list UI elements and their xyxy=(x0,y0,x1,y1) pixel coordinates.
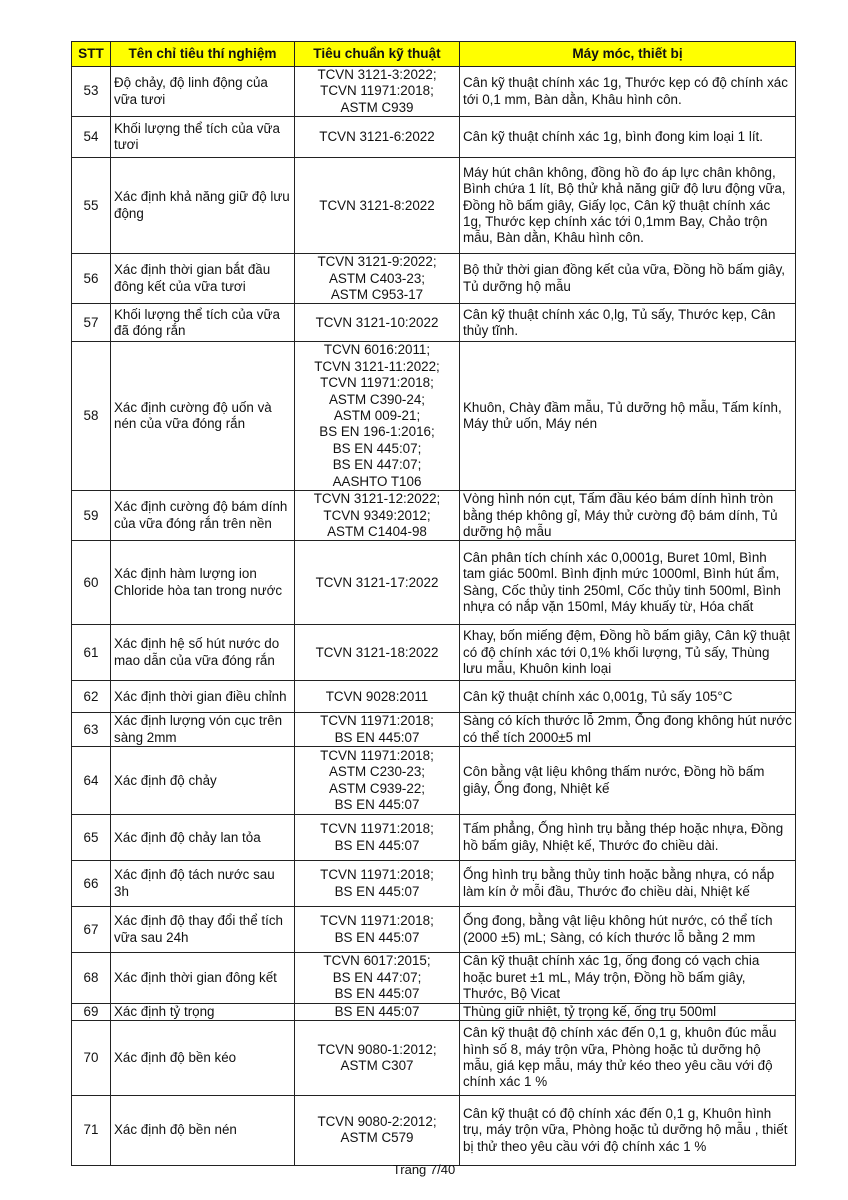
table-row xyxy=(72,861,796,907)
standard-code: TCVN 3121-17:2022 xyxy=(315,574,439,590)
row-technical-standards xyxy=(295,815,460,861)
standard-code: TCVN 11971:2018; xyxy=(320,821,434,837)
row-technical-standards xyxy=(295,747,460,815)
row-stt: 64 xyxy=(72,747,111,815)
standard-code: BS EN 445:07 xyxy=(334,1003,420,1019)
standard-code: TCVN 3121-9:2022; xyxy=(317,254,437,270)
row-test-name: Xác định cường độ bám dính của vữa đóng rắn trên nền xyxy=(111,491,295,541)
standard-code: BS EN 196-1:2016; xyxy=(319,424,435,440)
table-row xyxy=(72,625,796,681)
standard-code: ASTM C390-24; xyxy=(328,391,425,407)
standard-code: TCVN 9080-2:2012; xyxy=(317,1114,437,1130)
standard-code: BS EN 445:07 xyxy=(334,837,420,853)
header-equipment: Máy móc, thiết bị xyxy=(460,42,796,67)
row-stt: 55 xyxy=(72,158,111,254)
row-stt: 71 xyxy=(72,1095,111,1165)
row-equipment: Khay, bốn miếng đệm, Đồng hồ bấm giây, Cân kỹ thuật có độ chính xác tới 0,1% khối lượng, Tủ sấy, Thùng lưu mẫu, Khuôn kinh loại xyxy=(460,625,796,681)
standard-code: TCVN 3121-10:2022 xyxy=(315,314,439,330)
row-test-name: Xác định độ chảy xyxy=(111,747,295,815)
row-equipment: Cân kỹ thuật chính xác 0,001g, Tủ sấy 105°C xyxy=(460,681,796,713)
table-row xyxy=(72,158,796,254)
row-equipment: Cân kỹ thuật chính xác 1g, bình đong kim loại 1 lít. xyxy=(460,117,796,158)
row-stt: 57 xyxy=(72,304,111,342)
row-test-name: Xác định độ bền nén xyxy=(111,1095,295,1165)
standard-code: ASTM C939 xyxy=(340,99,414,115)
row-technical-standards xyxy=(295,67,460,117)
standard-code: TCVN 3121-8:2022 xyxy=(319,197,435,213)
row-test-name: Xác định độ tách nước sau 3h xyxy=(111,861,295,907)
row-equipment: Cân kỹ thuật độ chính xác đến 0,1 g, khuôn đúc mẫu hình số 8, máy trộn vữa, Phòng hoặc tủ dưỡng hộ mẫu, giá kẹp mẫu, máy thử kéo theo yêu cầu với độ chính xác 1 % xyxy=(460,1020,796,1095)
row-technical-standards xyxy=(295,158,460,254)
standard-code: TCVN 9080-1:2012; xyxy=(317,1041,437,1057)
row-test-name: Xác định tỷ trọng xyxy=(111,1003,295,1020)
row-equipment: Ống hình trụ bằng thủy tinh hoặc bằng nhựa, có nắp làm kín ở mỗi đầu, Thước đo chiều dài, Nhiệt kế xyxy=(460,861,796,907)
row-technical-standards xyxy=(295,541,460,625)
table-row xyxy=(72,1003,796,1020)
standard-code: ASTM C403-23; xyxy=(328,270,425,286)
row-test-name: Khối lượng thể tích của vữa đã đóng rắn xyxy=(111,304,295,342)
standard-code: TCVN 3121-11:2022; xyxy=(314,358,440,374)
row-equipment: Máy hút chân không, đồng hồ đo áp lực chân không, Bình chứa 1 lít, Bộ thử khả năng giữ độ lưu động vữa, Đồng hồ bấm giây, Giấy lọc, Cân kỹ thuật chính xác 1g, Thước kẹp chính xác tới 0,1mm Bay, Chảo trộn mẫu, Bàn dằn, Khâu hình côn. xyxy=(460,158,796,254)
row-test-name: Xác định độ bền kéo xyxy=(111,1020,295,1095)
row-stt: 70 xyxy=(72,1020,111,1095)
row-stt: 68 xyxy=(72,953,111,1003)
row-test-name: Xác định hàm lượng ion Chloride hòa tan trong nước xyxy=(111,541,295,625)
row-stt: 53 xyxy=(72,67,111,117)
row-equipment: Cân phân tích chính xác 0,0001g, Buret 10ml, Bình tam giác 500ml. Bình định mức 1000ml, Bình hút ẩm, Sàng, Cốc thủy tinh 250ml, Cốc thủy tinh 500ml, Bình nhựa có nắp vặn 150ml, Máy khuấy từ, Hóa chất xyxy=(460,541,796,625)
row-technical-standards xyxy=(295,861,460,907)
row-stt: 63 xyxy=(72,713,111,747)
table-row xyxy=(72,747,796,815)
row-stt: 62 xyxy=(72,681,111,713)
row-test-name: Xác định thời gian đông kết xyxy=(111,953,295,1003)
row-test-name: Xác định thời gian điều chỉnh xyxy=(111,681,295,713)
row-test-name: Xác định độ chảy lan tỏa xyxy=(111,815,295,861)
table-row xyxy=(72,1095,796,1165)
table-row xyxy=(72,815,796,861)
row-equipment: Tấm phẳng, Ống hình trụ bằng thép hoặc nhựa, Đồng hồ bấm giây, Nhiệt kế, Thước đo chiều dài. xyxy=(460,815,796,861)
row-stt: 69 xyxy=(72,1003,111,1020)
standard-code: ASTM C939-22; xyxy=(328,780,425,796)
standard-code: TCVN 11971:2018; xyxy=(320,867,434,883)
row-stt: 67 xyxy=(72,907,111,953)
table-row xyxy=(72,541,796,625)
row-equipment: Sàng có kích thước lỗ 2mm, Ống đong không hút nước có thể tích 2000±5 ml xyxy=(460,713,796,747)
row-test-name: Xác định hệ số hút nước do mao dẫn của vữa đóng rắn xyxy=(111,625,295,681)
row-equipment: Ống đong, bằng vật liệu không hút nước, có thể tích (2000 ±5) mL; Sàng, có kích thước lỗ bằng 2 mm xyxy=(460,907,796,953)
row-technical-standards xyxy=(295,1020,460,1095)
standard-code: TCVN 6017:2015; xyxy=(323,953,431,969)
standard-code: ASTM C307 xyxy=(340,1057,414,1073)
header-technical-standard: Tiêu chuẩn kỹ thuật xyxy=(295,42,460,67)
standard-code: BS EN 445:07 xyxy=(334,929,420,945)
equipment-standards-table xyxy=(71,41,796,1166)
standard-code: BS EN 447:07; xyxy=(332,457,422,473)
table-row xyxy=(72,117,796,158)
standard-code: TCVN 11971:2018; xyxy=(320,83,434,99)
row-test-name: Xác định cường độ uốn và nén của vữa đóng rắn xyxy=(111,342,295,491)
standard-code: BS EN 445:07 xyxy=(334,986,420,1002)
row-equipment: Cân kỹ thuật có độ chính xác đến 0,1 g, Khuôn hình trụ, máy trộn vữa, Phòng hoặc tủ dưỡng hộ mẫu , thiết bị thử theo yêu cầu với độ chính xác 1 % xyxy=(460,1095,796,1165)
row-technical-standards xyxy=(295,713,460,747)
standard-code: TCVN 11971:2018; xyxy=(320,713,434,729)
row-technical-standards xyxy=(295,907,460,953)
row-equipment: Côn bằng vật liệu không thấm nước, Đồng hồ bấm giây, Ống đong, Nhiệt kế xyxy=(460,747,796,815)
row-stt: 60 xyxy=(72,541,111,625)
row-stt: 58 xyxy=(72,342,111,491)
row-technical-standards xyxy=(295,1095,460,1165)
table-row xyxy=(72,342,796,491)
table-row xyxy=(72,304,796,342)
header-stt: STT xyxy=(72,42,111,67)
standard-code: TCVN 11971:2018; xyxy=(320,375,434,391)
row-test-name: Xác định khả năng giữ độ lưu động xyxy=(111,158,295,254)
row-equipment: Cân kỹ thuật chính xác 1g, ống đong có vạch chia hoặc buret ±1 mL, Máy trộn, Đồng hồ bấm giây, Thước, Bộ Vicat xyxy=(460,953,796,1003)
row-technical-standards xyxy=(295,117,460,158)
row-technical-standards xyxy=(295,491,460,541)
row-technical-standards xyxy=(295,681,460,713)
standard-code: ASTM C579 xyxy=(340,1130,414,1146)
table-row xyxy=(72,67,796,117)
standard-code: TCVN 3121-18:2022 xyxy=(315,644,439,660)
row-stt: 56 xyxy=(72,254,111,304)
standard-code: AASHTO T106 xyxy=(332,473,422,489)
row-equipment: Khuôn, Chày đầm mẫu, Tủ dưỡng hộ mẫu, Tấm kính, Máy thử uốn, Máy nén xyxy=(460,342,796,491)
row-technical-standards xyxy=(295,254,460,304)
standard-code: BS EN 445:07 xyxy=(334,883,420,899)
row-test-name: Khối lượng thể tích của vữa tươi xyxy=(111,117,295,158)
standard-code: TCVN 9028:2011 xyxy=(325,688,429,704)
row-test-name: Xác định lượng vón cục trên sàng 2mm xyxy=(111,713,295,747)
table-row xyxy=(72,953,796,1003)
row-equipment: Vòng hình nón cụt, Tấm đầu kéo bám dính hình tròn bằng thép không gỉ, Máy thử cường độ bám dính, Tủ dưỡng hộ mẫu xyxy=(460,491,796,541)
standard-code: BS EN 447:07; xyxy=(332,969,422,985)
standard-code: BS EN 445:07; xyxy=(332,440,422,456)
table-row xyxy=(72,1020,796,1095)
table-row xyxy=(72,681,796,713)
standard-code: ASTM C1404-98 xyxy=(327,523,427,539)
row-test-name: Độ chảy, độ linh động của vữa tươi xyxy=(111,67,295,117)
standard-code: TCVN 11971:2018; xyxy=(320,913,434,929)
standard-code: TCVN 6016:2011; xyxy=(323,342,431,358)
table-row xyxy=(72,713,796,747)
standard-code: TCVN 9349:2012; xyxy=(323,507,431,523)
row-stt: 59 xyxy=(72,491,111,541)
table-row xyxy=(72,907,796,953)
table-row xyxy=(72,491,796,541)
standard-code: ASTM 009-21; xyxy=(333,408,421,424)
standard-code: TCVN 3121-6:2022 xyxy=(319,129,435,145)
row-technical-standards xyxy=(295,953,460,1003)
row-stt: 66 xyxy=(72,861,111,907)
row-equipment: Bộ thử thời gian đồng kết của vữa, Đồng hồ bấm giây, Tủ dưỡng hộ mẫu xyxy=(460,254,796,304)
row-stt: 65 xyxy=(72,815,111,861)
standard-code: TCVN 11971:2018; xyxy=(320,748,434,763)
standard-code: TCVN 3121-12:2022; xyxy=(313,491,441,507)
standard-code: BS EN 445:07 xyxy=(334,797,420,813)
row-technical-standards xyxy=(295,1003,460,1020)
table-header-row xyxy=(72,42,796,67)
standard-code: TCVN 3121-3:2022; xyxy=(317,67,437,82)
row-test-name: Xác định độ thay đổi thể tích vữa sau 24h xyxy=(111,907,295,953)
row-technical-standards xyxy=(295,304,460,342)
table-row xyxy=(72,254,796,304)
row-equipment: Cân kỹ thuật chính xác 1g, Thước kẹp có độ chính xác tới 0,1 mm, Bàn dằn, Khâu hình côn. xyxy=(460,67,796,117)
standard-code: ASTM C230-23; xyxy=(328,764,425,780)
row-test-name: Xác định thời gian bắt đầu đông kết của vữa tươi xyxy=(111,254,295,304)
standard-code: BS EN 445:07 xyxy=(334,729,420,745)
row-equipment: Thùng giữ nhiệt, tỷ trọng kế, ống trụ 500ml xyxy=(460,1003,796,1020)
row-technical-standards xyxy=(295,625,460,681)
row-stt: 61 xyxy=(72,625,111,681)
page-number: Trang 7/40 xyxy=(392,1162,456,1177)
row-stt: 54 xyxy=(72,117,111,158)
standard-code: ASTM C953-17 xyxy=(330,287,424,303)
row-technical-standards xyxy=(295,342,460,491)
header-test-name: Tên chỉ tiêu thí nghiệm xyxy=(111,42,295,67)
row-equipment: Cân kỹ thuật chính xác 0,lg, Tủ sấy, Thước kẹp, Cân thủy tĩnh. xyxy=(460,304,796,342)
